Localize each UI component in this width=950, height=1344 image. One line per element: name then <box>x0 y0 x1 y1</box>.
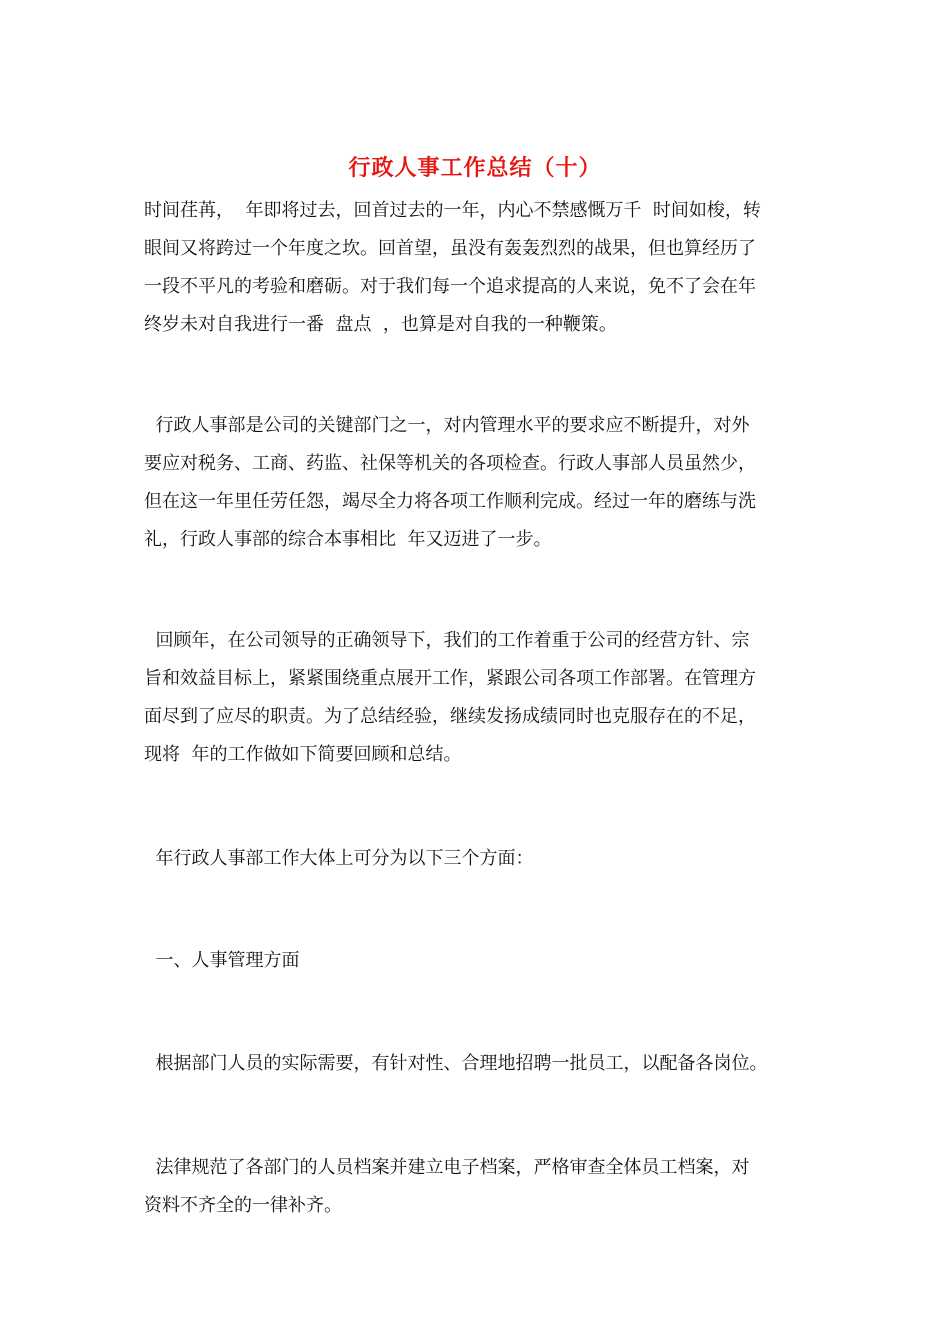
paragraph-3-line-4: 现将 年的工作做如下简要回顾和总结。 <box>144 744 462 765</box>
paragraph-1-line-2: 眼间又将跨过一个年度之坎。回首望，虽没有轰轰烈烈的战果，但也算经历了 <box>144 238 756 259</box>
paragraph-7-line-1: 法律规范了各部门的人员档案并建立电子档案，严格审查全体员工档案，对 <box>144 1157 750 1178</box>
paragraph-2-line-1: 行政人事部是公司的关键部门之一，对内管理水平的要求应不断提升，对外 <box>144 415 750 436</box>
document-title: 行政人事工作总结（十） <box>348 155 602 181</box>
paragraph-3-line-2: 旨和效益目标上，紧紧围绕重点展开工作，紧跟公司各项工作部署。在管理方 <box>144 668 756 689</box>
paragraph-1-line-1: 时间荏苒， 年即将过去，回首过去的一年，内心不禁感慨万千 时间如梭，转 <box>144 200 761 221</box>
section-heading-personnel: 一、人事管理方面 <box>144 950 300 971</box>
paragraph-3-line-3: 面尽到了应尽的职责。为了总结经验，继续发扬成绩同时也克服存在的不足， <box>144 706 756 727</box>
paragraph-1-line-3: 一段不平凡的考验和磨砺。对于我们每一个追求提高的人来说，免不了会在年 <box>144 276 756 297</box>
paragraph-3-line-1: 回顾年，在公司领导的正确领导下，我们的工作着重于公司的经营方针、宗 <box>144 630 750 651</box>
paragraph-7-line-2: 资料不齐全的一律补齐。 <box>144 1195 342 1216</box>
paragraph-2-line-2: 要应对税务、工商、药监、社保等机关的各项检查。行政人事部人员虽然少， <box>144 453 756 474</box>
paragraph-2-line-4: 礼，行政人事部的综合本事相比 年又迈进了一步。 <box>144 529 552 550</box>
paragraph-4-line-1: 年行政人事部工作大体上可分为以下三个方面： <box>144 848 534 869</box>
paragraph-6-line-1: 根据部门人员的实际需要，有针对性、合理地招聘一批员工，以配备各岗位。 <box>144 1053 768 1074</box>
paragraph-1-line-4: 终岁未对自我进行一番 盘点 ，也算是对自我的一种鞭策。 <box>144 314 617 335</box>
paragraph-2-line-3: 但在这一年里任劳任怨，竭尽全力将各项工作顺利完成。经过一年的磨练与洗 <box>144 491 756 512</box>
